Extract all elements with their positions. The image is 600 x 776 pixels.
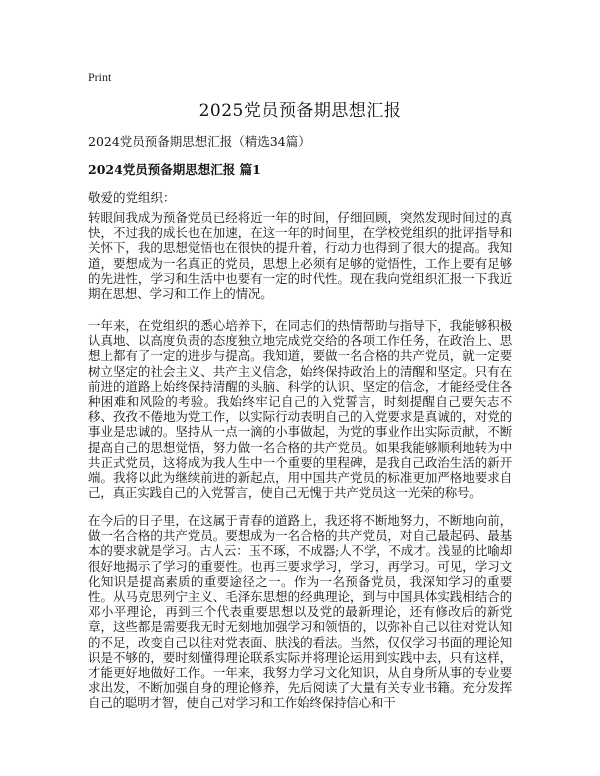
salutation: 敬爱的党组织： <box>88 190 176 205</box>
body-paragraph: 转眼间我成为预备党员已经将近一年的时间，仔细回顾，突然发现时间过的真快，不过我的成长也在加速，在这一年的时间里，在学校党组织的批评指导和关怀下，我的思想觉悟也在很快的提升着，行动力也得到了很大的提高。我知道，要想成为一名真正的党员，思想上必须有足够的觉悟性，工作上要有足够的先进性，学习和生活中也要有一定的时代性。现在我向党组织汇报一下我近期在思想、学习和工作上的情况。 <box>88 210 512 302</box>
document-subtitle: 2024党员预备期思想汇报（精选34篇） <box>88 134 311 149</box>
body-paragraph: 在今后的日子里，在这属于青春的道路上，我还将不断地努力，不断地向前，做一名合格的共产党员。要想成为一名合格的共产党员，对自己最起码、最基本的要求就是学习。古人云：玉不琢，不成器;人不学，不成才。浅显的比喻却很好地揭示了学习的重要性。也再三要求学习，学习，再学习。可见，学习文化知识是提高素质的重要途径之一。作为一名预备党员，我深知学习的重要性。从马克思列宁主义、毛泽东思想的经典理论，到与中国具体实践相结合的邓小平理论，再到三个代表重要思想以及党的最新理论，还有修改后的新党章，这些都是需要我无时无刻地加强学习和领悟的，以弥补自己以往对党认知的不足，改变自己以往对党表面、肤浅的看法。当然，仅仅学习书面的理论知识是不够的，要时刻懂得理论联系实际并将理论运用到实践中去，只有这样，才能更好地做好工作。一年来，我努力学习文化知识，从自身所从事的专业要求出发，不断加强自身的理论修养，先后阅读了大量有关专业书籍。充分发挥自己的聪明才智，使自己对学习和工作始终保持信心和干 <box>88 513 512 711</box>
section-heading: 2024党员预备期思想汇报 篇1 <box>88 162 261 177</box>
print-link[interactable]: Print <box>88 70 112 84</box>
page-title: 2025党员预备期思想汇报 <box>198 101 402 121</box>
body-paragraph: 一年来，在党组织的悉心培养下，在同志们的热情帮助与指导下，我能够积极认真地、以高度负责的态度独立地完成党交给的各项工作任务，在政治上、思想上都有了一定的进步与提高。我知道，要做一名合格的共产党员，就一定要树立坚定的社会主义、共产主义信念，始终保持政治上的清醒和坚定。只有在前进的道路上始终保持清醒的头脑、科学的认识、坚定的信念，才能经受住各种困难和风险的考验。我始终牢记自己的入党誓言，时刻提醒自己要矢志不移、孜孜不倦地为党工作，以实际行动表明自己的入党要求是真诚的，对党的事业是忠诚的。坚持从一点一滴的小事做起，为党的事业作出实际贡献，不断提高自己的思想觉悟，努力做一名合格的共产党员。如果我能够顺利地转为中共正式党员，这将成为我人生中一个重要的里程碑，是我自己政治生活的新开端。我将以此为继续前进的新起点，用中国共产党员的标准更加严格地要求自己，真正实践自己的入党誓言，使自己无愧于共产党员这一光荣的称号。 <box>88 318 512 501</box>
